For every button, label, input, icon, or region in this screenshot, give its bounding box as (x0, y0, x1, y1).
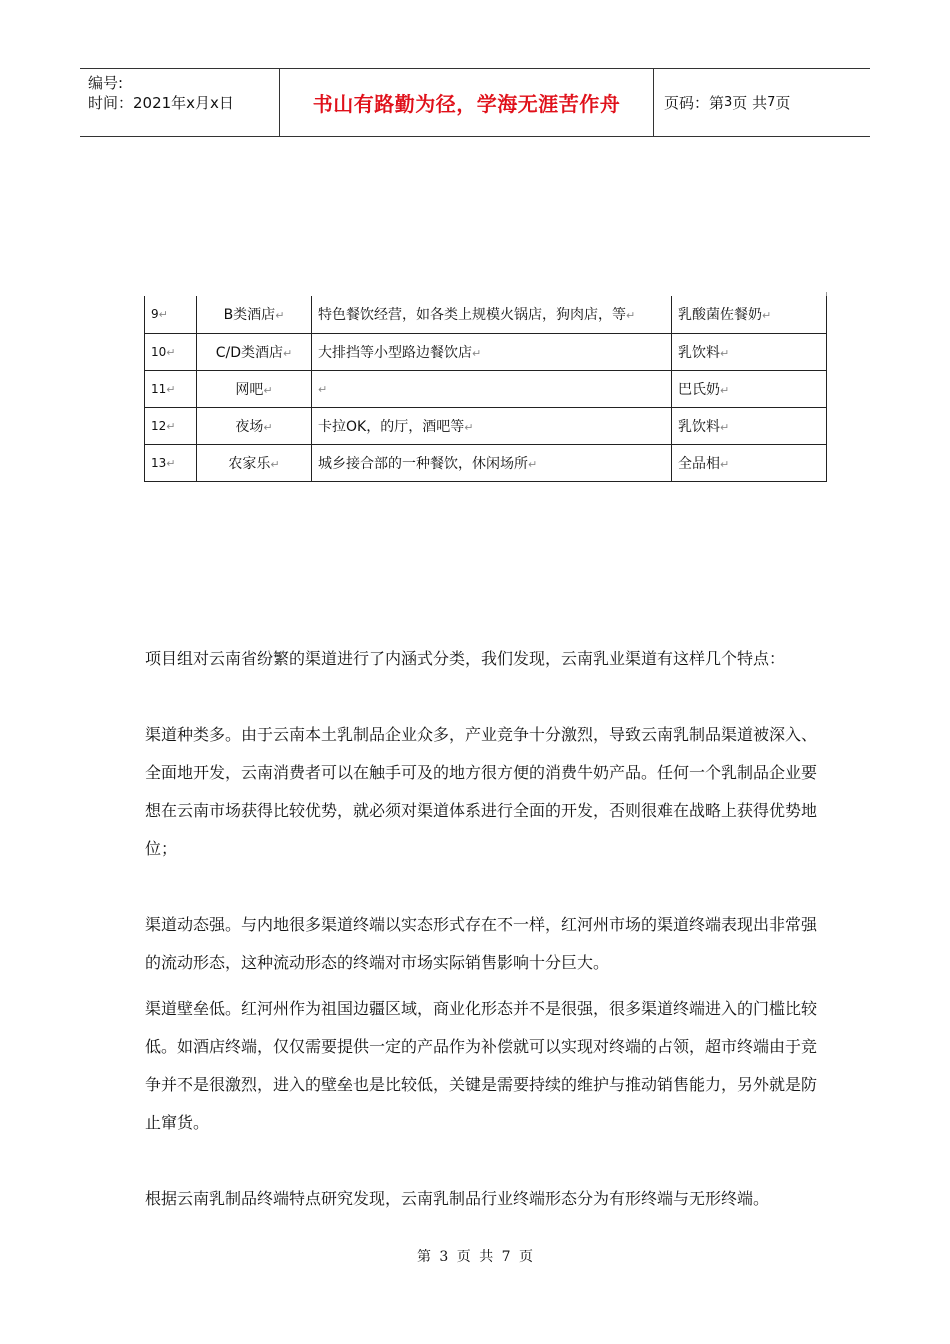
paragraph-intro: 项目组对云南省纷繁的渠道进行了内涵式分类，我们发现，云南乳业渠道有这样几个特点： (145, 649, 786, 668)
row-type-text: 网吧 (235, 381, 264, 398)
row-number-text: 9 (151, 307, 159, 322)
header-page-number (654, 69, 870, 136)
row-number-text: 13 (151, 455, 167, 470)
row-type (197, 333, 312, 370)
row-description (312, 296, 672, 333)
page-current: 3 (724, 95, 733, 110)
row-product (672, 407, 827, 444)
paragraph-mark-icon: ↵ (720, 346, 730, 360)
paragraph-mark-icon: ↵ (720, 383, 730, 397)
row-description-text: 大排挡等小型路边餐饮店 (318, 344, 472, 361)
page-suffix: 页 (775, 94, 791, 112)
paragraph-mark-icon: ↵ (283, 346, 293, 360)
paragraph-mark-icon: ↵ (166, 382, 176, 396)
paragraph-mark-icon: ↵ (270, 457, 280, 471)
row-type (197, 407, 312, 444)
header-meta (80, 69, 280, 136)
paragraph-mark-icon: ↵ (318, 382, 328, 396)
row-number (145, 333, 197, 370)
paragraph-variety: 渠道种类多。由于云南本土乳制品企业众多，产业竞争十分激烈，导致云南乳制品渠道被深入、全面地开发，云南消费者可以在触手可及的地方很方便的消费牛奶产品。任何一个乳制品企业要想在云南市场获得比较优势，就必须对渠道体系进行全面的开发，否则很难在战略上获得优势地位； (145, 725, 818, 858)
row-product (672, 333, 827, 370)
row-product (672, 370, 827, 407)
paragraph-mark-icon: ↵ (166, 456, 176, 470)
row-description-text: 特色餐饮经营，如各类上规模火锅店，狗肉店，等 (318, 307, 626, 324)
row-type (197, 296, 312, 333)
row-product-text: 巴氏奶 (678, 381, 720, 398)
paragraph-mark-icon: ↵ (166, 345, 176, 359)
row-product-text: 全品相 (678, 455, 720, 472)
paragraph-mark-icon: ↵ (626, 309, 636, 323)
paragraph-mark-icon: ↵ (275, 309, 285, 323)
row-number-text: 10 (151, 344, 167, 359)
page-footer: 第 3 页 共 7 页 (416, 1249, 534, 1265)
paragraph-mark-icon: ↵ (263, 383, 273, 397)
row-description (312, 370, 672, 407)
row-type (197, 370, 312, 407)
row-type-text: 夜场 (235, 418, 264, 435)
row-description (312, 407, 672, 444)
row-number (145, 296, 197, 333)
paragraph-mark-icon: ↵ (528, 457, 538, 471)
row-number-text: 11 (151, 381, 167, 396)
paragraph-mark-icon: ↵ (263, 420, 273, 434)
row-product-text: 乳酸菌佐餐奶 (678, 307, 762, 324)
row-description (312, 333, 672, 370)
page-prefix: 页码：第 (664, 94, 725, 112)
paragraph-mark-icon: ↵ (472, 346, 482, 360)
row-type-text: C/D类酒店 (215, 344, 284, 361)
time-label: 时间：2021年x月x日 (88, 94, 234, 112)
paragraph-mark-icon: ↵ (720, 457, 730, 471)
page-mid: 页 共 (732, 94, 768, 112)
page-header (80, 68, 870, 137)
row-description-text: 城乡接合部的一种餐饮，休闲场所 (318, 455, 528, 472)
table-row (145, 407, 827, 444)
paragraph-mark-icon: ↵ (158, 308, 168, 322)
row-number (145, 444, 197, 481)
row-description-text: 卡拉OK，的厅，酒吧等 (318, 418, 465, 435)
table-row (145, 333, 827, 370)
table-row (145, 370, 827, 407)
row-product-text: 乳饮料 (678, 418, 720, 435)
paragraph-mark-icon: ↵ (166, 419, 176, 433)
paragraph-mark-icon: ↵ (720, 420, 730, 434)
row-number (145, 370, 197, 407)
row-description (312, 444, 672, 481)
paragraph-mark-icon: ↵ (762, 309, 772, 323)
row-product (672, 296, 827, 333)
row-number-text: 12 (151, 418, 167, 433)
row-type (197, 444, 312, 481)
body-text (145, 640, 817, 1218)
table-row (145, 296, 827, 333)
row-number (145, 407, 197, 444)
paragraph-mark-icon: ↵ (464, 420, 474, 434)
channel-table (144, 296, 827, 482)
page-total: 7 (767, 95, 776, 110)
row-type-text: 农家乐 (228, 455, 271, 472)
row-product-text: 乳饮料 (678, 344, 720, 361)
paragraph-barrier: 渠道壁垒低。红河州作为祖国边疆区域，商业化形态并不是很强，很多渠道终端进入的门槛比较低。如酒店终端，仅仅需要提供一定的产品作为补偿就可以实现对终端的占领，超市终端由于竞争并不是很激烈，进入的壁垒也是比较低，关键是需要持续的维护与推动销售能力，另外就是防止窜货。 (145, 999, 818, 1132)
code-label: 编号: (88, 74, 124, 92)
table-row (145, 444, 827, 481)
header-motto: 书山有路勤为径，学海无涯苦作舟 (280, 69, 654, 136)
paragraph-dynamic: 渠道动态强。与内地很多渠道终端以实态形式存在不一样，红河州市场的渠道终端表现出非常强的流动形态，这种流动形态的终端对市场实际销售影响十分巨大。 (145, 915, 818, 972)
row-type-text: B类酒店 (223, 307, 276, 324)
row-product (672, 444, 827, 481)
paragraph-conclusion: 根据云南乳制品终端特点研究发现，云南乳制品行业终端形态分为有形终端与无形终端。 (145, 1189, 770, 1208)
